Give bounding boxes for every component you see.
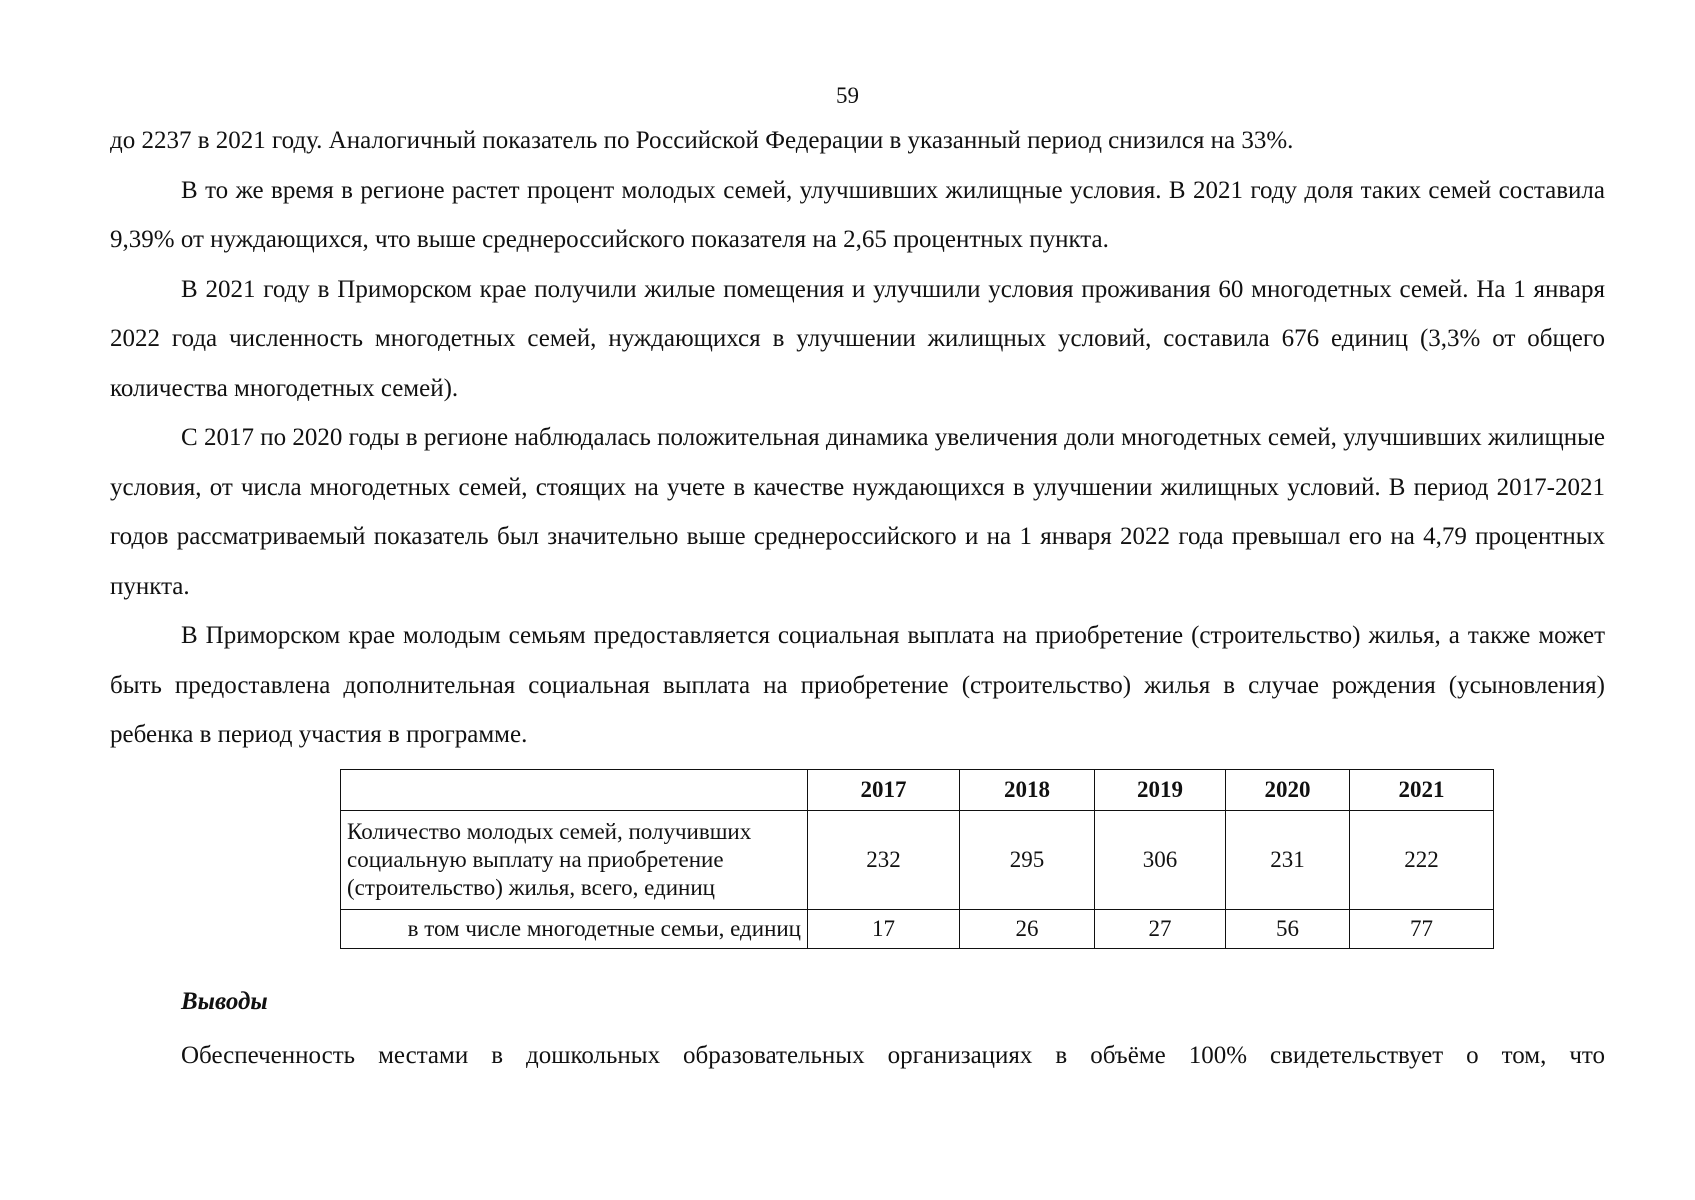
table-row — [341, 811, 1494, 910]
paragraph-continuation: до 2237 в 2021 году. Аналогичный показатель по Российской Федерации в указанный период снизился на 33%. — [110, 127, 1294, 154]
table-cell: 231 — [1226, 811, 1350, 910]
page-number: 59 — [836, 83, 859, 108]
table-cell: 306 — [1095, 811, 1226, 910]
table-header-cell: 2018 — [960, 770, 1095, 811]
table-cell: 27 — [1095, 910, 1226, 949]
row-label: Количество молодых семей, получивших социальную выплату на приобретение (строительство) жилья, всего, единиц — [341, 811, 808, 910]
table-cell: 77 — [1350, 910, 1494, 949]
paragraph: Обеспеченность местами в дошкольных образовательных организациях в объёме 100% свидетельствует о том, что — [181, 1042, 1605, 1069]
paragraph: С 2017 по 2020 годы в регионе наблюдалась положительная динамика увеличения доли многодетных семей, улучшивших жилищные условия, от числа многодетных семей, стоящих на учете в качестве нуждающихся в улучшении жилищных условий. В период 2017-2021 годов рассматриваемый показатель был значительно выше среднероссийского и на 1 января 2022 года превышал его на 4,79 процентных пункта. — [110, 424, 1605, 600]
paragraph: В то же время в регионе растет процент молодых семей, улучшивших жилищные условия. В 2021 году доля таких семей составила 9,39% от нуждающихся, что выше среднероссийского показателя на 2,65 процентных пункта. — [110, 176, 1605, 253]
paragraph: В Приморском крае молодым семьям предоставляется социальная выплата на приобретение (строительство) жилья, а также может быть предоставлена дополнительная социальная выплата на приобретение (строительство) жилья в случае рождения (усыновления) ребенка в период участия в программе. — [110, 622, 1605, 748]
paragraph: В 2021 году в Приморском крае получили жилые помещения и улучшили условия проживания 60 многодетных семей. На 1 января 2022 года численность многодетных семей, нуждающихся в улучшении жилищных условий, составила 676 единиц (3,3% от общего количества многодетных семей). — [110, 275, 1605, 402]
table-header-cell: 2021 — [1350, 770, 1494, 811]
row-label: в том числе многодетные семьи, единиц — [341, 910, 808, 949]
table-header-row — [341, 770, 1494, 811]
table-cell: 56 — [1226, 910, 1350, 949]
table-header-cell — [341, 770, 808, 811]
statistics-table — [340, 769, 1494, 949]
body-text — [110, 116, 1605, 760]
table-cell: 17 — [808, 910, 960, 949]
table-row — [341, 910, 1494, 949]
table-cell: 232 — [808, 811, 960, 910]
table-header-cell: 2019 — [1095, 770, 1226, 811]
table-cell: 222 — [1350, 811, 1494, 910]
table-header-cell: 2020 — [1226, 770, 1350, 811]
section-heading: Выводы — [181, 988, 268, 1015]
table-cell: 26 — [960, 910, 1095, 949]
table-header-cell: 2017 — [808, 770, 960, 811]
table-cell: 295 — [960, 811, 1095, 910]
